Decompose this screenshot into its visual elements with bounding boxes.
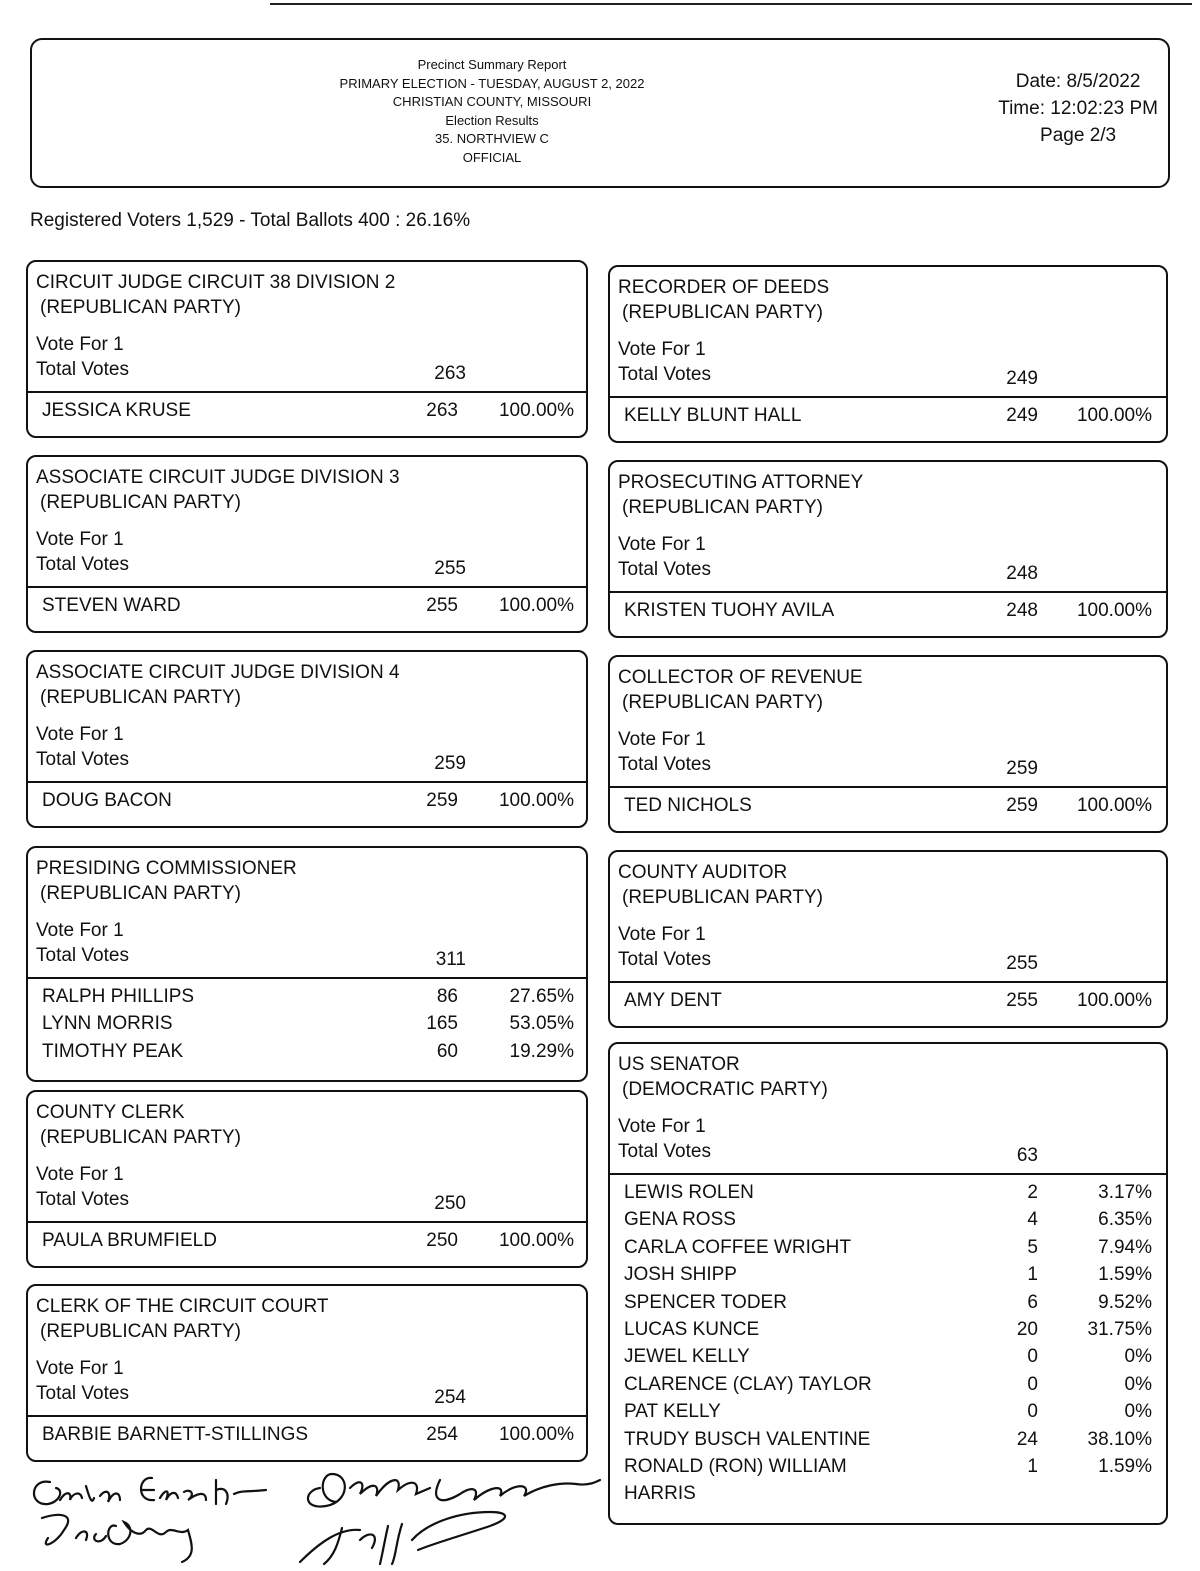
- candidate-votes: 255: [426, 595, 458, 616]
- race-party: (DEMOCRATIC PARTY): [622, 1079, 828, 1100]
- report-header: [30, 38, 1170, 188]
- candidate-name: GENA ROSS: [624, 1209, 736, 1231]
- total-votes-row: [618, 364, 1166, 388]
- total-votes-row: [36, 945, 586, 969]
- candidate-row: [610, 1456, 1166, 1483]
- race-title: CIRCUIT JUDGE CIRCUIT 38 DIVISION 2: [36, 272, 396, 293]
- candidate-name: KELLY BLUNT HALL: [624, 405, 802, 426]
- race-title-block: [618, 275, 829, 325]
- race-prosecuting-attorney: [608, 460, 1168, 638]
- total-votes-value: 254: [434, 1387, 466, 1408]
- county-name: CHRISTIAN COUNTY, MISSOURI: [392, 94, 592, 109]
- race-divider: [26, 977, 588, 979]
- race-party: (REPUBLICAN PARTY): [622, 887, 823, 908]
- candidate-name: CARLA COFFEE WRIGHT: [624, 1236, 851, 1258]
- official-signatures: [20, 1460, 620, 1571]
- race-circuit-judge-circuit-38-division-2: [26, 260, 588, 438]
- candidate-list: [28, 595, 586, 622]
- candidate-percent: 53.05%: [509, 1013, 574, 1035]
- candidate-votes: 60: [436, 1040, 458, 1062]
- total-votes-value: 248: [1006, 563, 1038, 584]
- total-votes-label: Total Votes: [618, 754, 711, 775]
- candidate-name: JOSH SHIPP: [624, 1264, 737, 1286]
- race-title-block: [36, 1100, 241, 1150]
- race-title: US SENATOR: [618, 1054, 740, 1075]
- candidate-name: TED NICHOLS: [624, 795, 752, 816]
- race-county-auditor: [608, 850, 1168, 1028]
- total-votes-label: Total Votes: [618, 1141, 711, 1162]
- vote-for-label: Vote For 1: [36, 920, 124, 941]
- candidate-votes: 24: [1016, 1428, 1038, 1450]
- candidate-percent: 0%: [1124, 1373, 1152, 1395]
- race-associate-circuit-judge-division-4: [26, 650, 588, 828]
- candidate-percent: 31.75%: [1087, 1318, 1152, 1340]
- race-title: COUNTY CLERK: [36, 1102, 185, 1123]
- candidate-percent: 100.00%: [498, 595, 574, 616]
- report-title: Precinct Summary Report: [417, 57, 567, 72]
- candidate-name: TIMOTHY PEAK: [42, 1040, 184, 1062]
- candidate-name: DOUG BACON: [42, 790, 172, 811]
- race-recorder-of-deeds: [608, 265, 1168, 443]
- race-title: COLLECTOR OF REVENUE: [618, 667, 863, 688]
- total-votes-label: Total Votes: [36, 945, 129, 966]
- candidate-row: [610, 1292, 1166, 1319]
- candidate-row: [610, 795, 1166, 822]
- candidate-votes: 86: [436, 986, 458, 1007]
- race-title-block: [36, 270, 395, 320]
- candidate-votes: 5: [1027, 1236, 1038, 1258]
- candidate-list: [28, 790, 586, 817]
- race-presiding-commissioner: [26, 846, 588, 1082]
- race-divider: [26, 1415, 588, 1417]
- candidate-name: LEWIS ROLEN: [624, 1182, 754, 1203]
- race-title: RECORDER OF DEEDS: [618, 277, 830, 298]
- scan-top-rule: [270, 3, 1192, 5]
- total-votes-row: [36, 1189, 586, 1213]
- candidate-votes: 248: [1006, 600, 1038, 621]
- candidate-votes: 250: [426, 1230, 458, 1251]
- vote-for-label: Vote For 1: [618, 924, 706, 945]
- race-collector-of-revenue: [608, 655, 1168, 833]
- race-county-clerk: [26, 1090, 588, 1268]
- candidate-votes: 2: [1027, 1182, 1038, 1203]
- candidate-name: RONALD (RON) WILLIAM: [624, 1455, 847, 1477]
- candidate-row: [610, 1374, 1166, 1401]
- candidate-votes: 255: [1006, 990, 1038, 1011]
- race-party: (REPUBLICAN PARTY): [622, 497, 823, 518]
- candidate-list: [28, 1424, 586, 1451]
- race-title: PROSECUTING ATTORNEY: [618, 472, 864, 493]
- race-associate-circuit-judge-division-3: [26, 455, 588, 633]
- total-votes-value: 63: [1016, 1145, 1038, 1166]
- candidate-percent: 19.29%: [509, 1040, 574, 1062]
- total-votes-row: [36, 554, 586, 578]
- total-votes-value: 255: [1006, 953, 1038, 974]
- candidate-list: [610, 795, 1166, 822]
- vote-for-label: Vote For 1: [36, 334, 124, 355]
- candidate-name: SPENCER TODER: [624, 1291, 787, 1313]
- race-title-block: [618, 1052, 828, 1102]
- total-votes-row: [36, 359, 586, 383]
- candidate-name: LYNN MORRIS: [42, 1013, 173, 1035]
- race-divider: [608, 396, 1168, 398]
- total-votes-label: Total Votes: [36, 1189, 129, 1210]
- race-party: (REPUBLICAN PARTY): [40, 492, 241, 513]
- vote-for-label: Vote For 1: [36, 724, 124, 745]
- candidate-row: [28, 1424, 586, 1451]
- candidate-votes: 263: [426, 400, 458, 421]
- candidate-percent: 7.94%: [1098, 1236, 1152, 1258]
- candidate-name: PAT KELLY: [624, 1401, 721, 1423]
- candidate-row: [610, 1209, 1166, 1236]
- candidate-percent: 100.00%: [1076, 405, 1152, 426]
- race-title: COUNTY AUDITOR: [618, 862, 788, 883]
- candidate-name: JEWEL KELLY: [624, 1346, 750, 1368]
- candidate-row: [28, 595, 586, 622]
- race-party: (REPUBLICAN PARTY): [40, 687, 241, 708]
- candidate-name: PAULA BRUMFIELD: [42, 1230, 217, 1251]
- candidate-list: [28, 400, 586, 427]
- candidate-row: [28, 1013, 586, 1040]
- candidate-row: [610, 1264, 1166, 1291]
- total-votes-value: 259: [1006, 758, 1038, 779]
- candidate-row: [28, 986, 586, 1013]
- candidate-name: STEVEN WARD: [42, 595, 181, 616]
- candidate-row: [610, 990, 1166, 1017]
- candidate-percent: 6.35%: [1098, 1209, 1152, 1231]
- candidate-list: [610, 600, 1166, 627]
- candidate-name: RALPH PHILLIPS: [42, 986, 195, 1007]
- candidate-percent: 100.00%: [498, 400, 574, 421]
- election-name: PRIMARY ELECTION - TUESDAY, AUGUST 2, 2022: [339, 75, 645, 91]
- total-votes-label: Total Votes: [36, 554, 129, 575]
- candidate-votes: 1: [1027, 1264, 1038, 1286]
- precinct-name: 35. NORTHVIEW C: [435, 131, 549, 146]
- total-votes-value: 259: [434, 753, 466, 774]
- total-votes-value: 263: [434, 363, 466, 384]
- total-votes-label: Total Votes: [618, 949, 711, 970]
- turnout-summary: Registered Voters 1,529 - Total Ballots 400 : 26.16%: [30, 210, 471, 231]
- report-date: Date: 8/5/2022: [1015, 71, 1141, 92]
- candidate-votes: 254: [426, 1424, 458, 1445]
- candidate-row: [28, 1041, 586, 1068]
- race-us-senator: [608, 1042, 1168, 1525]
- race-title-block: [618, 860, 823, 910]
- race-divider: [608, 591, 1168, 593]
- total-votes-row: [618, 754, 1166, 778]
- candidate-row: [610, 1237, 1166, 1264]
- candidate-name: HARRIS: [624, 1483, 696, 1505]
- total-votes-row: [618, 559, 1166, 583]
- official-status: OFFICIAL: [462, 149, 522, 165]
- race-party: (REPUBLICAN PARTY): [40, 883, 241, 904]
- total-votes-row: [36, 1383, 586, 1407]
- candidate-percent: 1.59%: [1098, 1455, 1152, 1477]
- candidate-percent: 100.00%: [498, 1230, 574, 1251]
- total-votes-row: [618, 949, 1166, 973]
- candidate-name: TRUDY BUSCH VALENTINE: [624, 1428, 871, 1450]
- candidate-name: AMY DENT: [624, 990, 722, 1011]
- total-votes-label: Total Votes: [36, 359, 129, 380]
- report-title-block: [222, 56, 762, 167]
- candidate-row: [610, 600, 1166, 627]
- candidate-name: CLARENCE (CLAY) TAYLOR: [624, 1373, 872, 1395]
- race-divider: [26, 781, 588, 783]
- candidate-percent: 100.00%: [1076, 600, 1152, 621]
- total-votes-row: [618, 1141, 1166, 1165]
- candidate-votes: 20: [1016, 1318, 1038, 1340]
- candidate-row: [610, 405, 1166, 432]
- candidate-percent: 100.00%: [498, 1424, 574, 1445]
- candidate-row: [28, 400, 586, 427]
- vote-for-label: Vote For 1: [618, 339, 706, 360]
- candidate-percent: 0%: [1124, 1401, 1152, 1423]
- candidate-votes: 1: [1027, 1455, 1038, 1477]
- candidate-row: [610, 1401, 1166, 1428]
- vote-for-label: Vote For 1: [618, 534, 706, 555]
- candidate-row: [610, 1182, 1166, 1209]
- candidate-list: [610, 1182, 1166, 1511]
- report-time: Time: 12:02:23 PM: [998, 98, 1158, 119]
- candidate-percent: 100.00%: [498, 790, 574, 811]
- candidate-votes: 0: [1027, 1401, 1038, 1423]
- candidate-name: KRISTEN TUOHY AVILA: [624, 600, 835, 621]
- candidate-list: [610, 990, 1166, 1017]
- candidate-votes: 259: [1006, 795, 1038, 816]
- report-meta: [998, 68, 1158, 149]
- page-number: Page 2/3: [1040, 125, 1117, 146]
- candidate-row: [610, 1483, 1166, 1510]
- race-divider: [26, 1221, 588, 1223]
- total-votes-label: Total Votes: [618, 559, 711, 580]
- candidate-row: [28, 1230, 586, 1257]
- candidate-row: [610, 1319, 1166, 1346]
- race-party: (REPUBLICAN PARTY): [40, 1127, 241, 1148]
- race-title: ASSOCIATE CIRCUIT JUDGE DIVISION 3: [36, 467, 400, 488]
- candidate-name: BARBIE BARNETT-STILLINGS: [42, 1424, 309, 1445]
- vote-for-label: Vote For 1: [36, 529, 124, 550]
- race-divider: [608, 981, 1168, 983]
- total-votes-value: 311: [435, 949, 466, 970]
- candidate-percent: 100.00%: [1076, 795, 1152, 816]
- race-divider: [608, 786, 1168, 788]
- vote-for-label: Vote For 1: [618, 729, 706, 750]
- race-clerk-of-the-circuit-court: [26, 1284, 588, 1462]
- race-title-block: [36, 660, 400, 710]
- candidate-votes: 0: [1027, 1346, 1038, 1368]
- candidate-list: [28, 986, 586, 1068]
- race-title-block: [618, 665, 863, 715]
- candidate-name: JESSICA KRUSE: [42, 400, 191, 421]
- race-divider: [26, 586, 588, 588]
- candidate-percent: 100.00%: [1076, 990, 1152, 1011]
- race-party: (REPUBLICAN PARTY): [40, 1321, 241, 1342]
- race-divider: [608, 1173, 1168, 1175]
- candidate-percent: 9.52%: [1098, 1291, 1152, 1313]
- race-title-block: [36, 1294, 328, 1344]
- race-title: ASSOCIATE CIRCUIT JUDGE DIVISION 4: [36, 662, 400, 683]
- race-title-block: [36, 856, 297, 906]
- candidate-votes: 165: [426, 1013, 458, 1035]
- total-votes-label: Total Votes: [36, 1383, 129, 1404]
- total-votes-label: Total Votes: [36, 749, 129, 770]
- candidate-name: LUCAS KUNCE: [624, 1318, 760, 1340]
- candidate-list: [610, 405, 1166, 432]
- vote-for-label: Vote For 1: [618, 1116, 706, 1137]
- race-party: (REPUBLICAN PARTY): [622, 692, 823, 713]
- candidate-votes: 0: [1027, 1373, 1038, 1395]
- candidate-votes: 249: [1006, 405, 1038, 426]
- candidate-list: [28, 1230, 586, 1257]
- race-title: CLERK OF THE CIRCUIT COURT: [36, 1296, 329, 1317]
- candidate-row: [610, 1346, 1166, 1373]
- race-title: PRESIDING COMMISSIONER: [36, 858, 297, 879]
- candidate-votes: 4: [1027, 1209, 1038, 1231]
- race-party: (REPUBLICAN PARTY): [622, 302, 823, 323]
- race-title-block: [36, 465, 400, 515]
- results-label: Election Results: [445, 112, 539, 128]
- candidate-percent: 27.65%: [509, 986, 574, 1007]
- candidate-row: [610, 1429, 1166, 1456]
- race-title-block: [618, 470, 863, 520]
- candidate-row: [28, 790, 586, 817]
- candidate-votes: 6: [1027, 1291, 1038, 1313]
- candidate-percent: 38.10%: [1087, 1428, 1152, 1450]
- total-votes-value: 255: [434, 558, 466, 579]
- candidate-percent: 1.59%: [1098, 1264, 1152, 1286]
- total-votes-label: Total Votes: [618, 364, 711, 385]
- candidate-percent: 3.17%: [1098, 1182, 1152, 1203]
- race-divider: [26, 391, 588, 393]
- vote-for-label: Vote For 1: [36, 1358, 124, 1379]
- total-votes-value: 250: [434, 1193, 466, 1214]
- candidate-percent: 0%: [1124, 1346, 1152, 1368]
- race-party: (REPUBLICAN PARTY): [40, 297, 241, 318]
- total-votes-value: 249: [1006, 368, 1038, 389]
- candidate-votes: 259: [426, 790, 458, 811]
- total-votes-row: [36, 749, 586, 773]
- vote-for-label: Vote For 1: [36, 1164, 124, 1185]
